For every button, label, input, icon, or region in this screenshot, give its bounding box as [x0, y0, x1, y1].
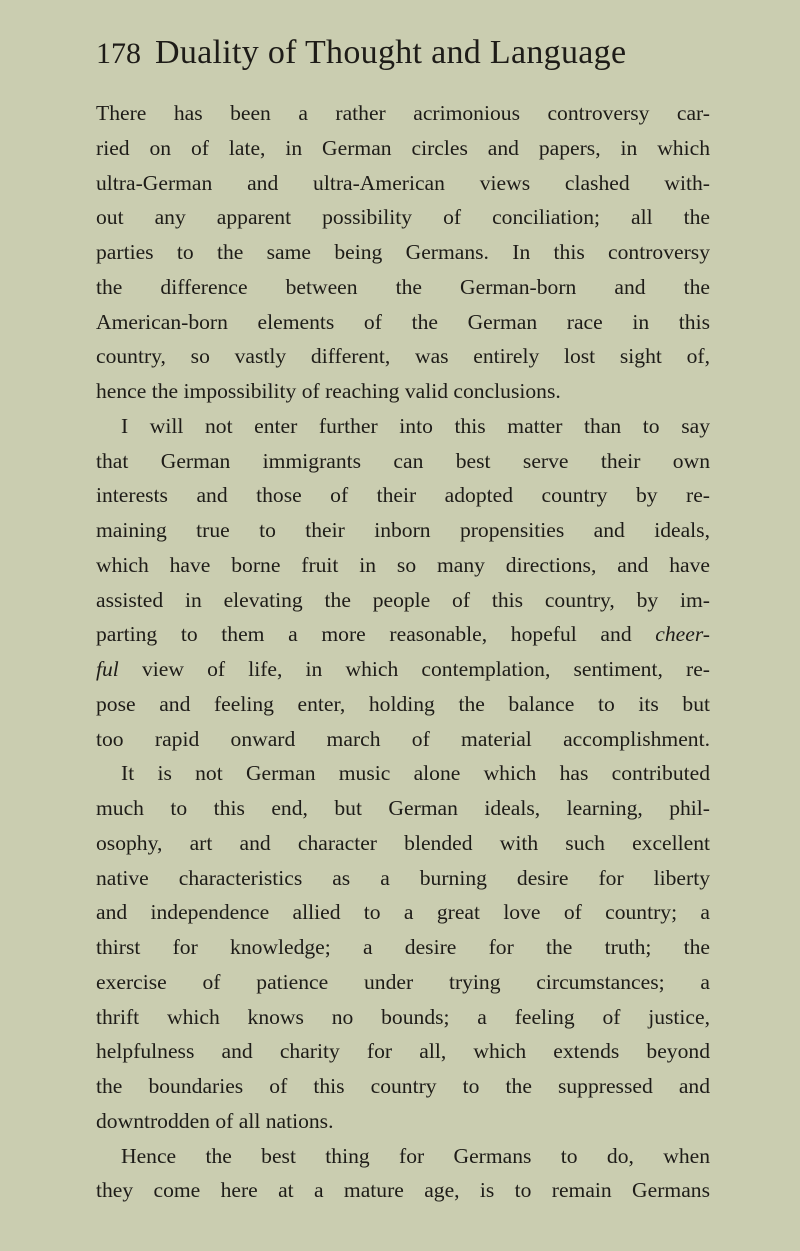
text-line-25: thirst for knowledge; a desire for the truth; the [96, 935, 710, 959]
text-line-16-italic: cheer- [655, 622, 710, 647]
text-line-22: osophy, art and character blended with such excellent [96, 830, 710, 855]
text-line-11: that German immigrants can best serve their own [96, 448, 710, 473]
text-line-17-roman: view of life, in which contemplation, sentiment, re- [118, 657, 710, 681]
text-line-12: interests and those of their adopted country by re- [96, 483, 710, 508]
text-line-13: maining true to their inborn propensities and ideals, [96, 518, 710, 542]
text-line-15: assisted in elevating the people of this country, by im- [96, 587, 710, 612]
body-text [96, 96, 710, 1208]
text-line-21: much to this end, but German ideals, learning, phil- [96, 796, 710, 820]
text-line-16 [96, 617, 710, 652]
running-title: Duality of Thought and Language [155, 34, 627, 71]
text-line-19: too rapid onward march of material accomplishment. [96, 726, 710, 751]
text-line-16-roman: parting to them a more reasonable, hopeful and [96, 622, 656, 647]
text-line-2: ried on of late, in German circles and papers, in which [96, 135, 710, 160]
text-line-27: thrift which knows no bounds; a feeling of justice, [96, 1004, 710, 1029]
text-line-29: the boundaries of this country to the suppressed and [96, 1074, 710, 1098]
text-line-10: I will not enter further into this matter than to say [121, 413, 710, 438]
text-line-4: out any apparent possibility of conciliation; all the [96, 205, 710, 230]
text-line-6: the difference between the German-born and the [96, 274, 710, 299]
text-line-20: It is not German music alone which has contributed [121, 761, 710, 786]
page-number: 178 [96, 37, 141, 70]
text-line-26: exercise of patience under trying circumstances; a [96, 969, 710, 994]
text-line-5: parties to the same being Germans. In this controversy [96, 240, 710, 264]
text-line-7: American-born elements of the German race in this [96, 309, 710, 334]
text-line-17-italic: ful [96, 657, 119, 681]
text-line-3: ultra-German and ultra-American views clashed with- [96, 170, 710, 195]
text-line-32: they come here at a mature age, is to remain Germans [96, 1178, 710, 1203]
text-line-8: country, so vastly different, was entirely lost sight of, [96, 344, 710, 369]
text-line-24: and independence allied to a great love of country; a [96, 900, 710, 925]
page-header [96, 34, 716, 84]
text-line-18: pose and feeling enter, holding the balance to its but [96, 691, 710, 716]
text-line-28: helpfulness and charity for all, which extends beyond [96, 1039, 710, 1064]
text-line-31: Hence the best thing for Germans to do, when [121, 1143, 710, 1168]
text-line-14: which have borne fruit in so many directions, and have [96, 552, 710, 577]
text-line-1: There has been a rather acrimonious controversy car- [96, 101, 710, 125]
text-line-9: hence the impossibility of reaching valid conclusions. [96, 379, 561, 403]
text-line-23: native characteristics as a burning desire for liberty [96, 865, 710, 890]
text-line-30: downtrodden of all nations. [96, 1108, 334, 1133]
text-line-17 [96, 652, 710, 687]
